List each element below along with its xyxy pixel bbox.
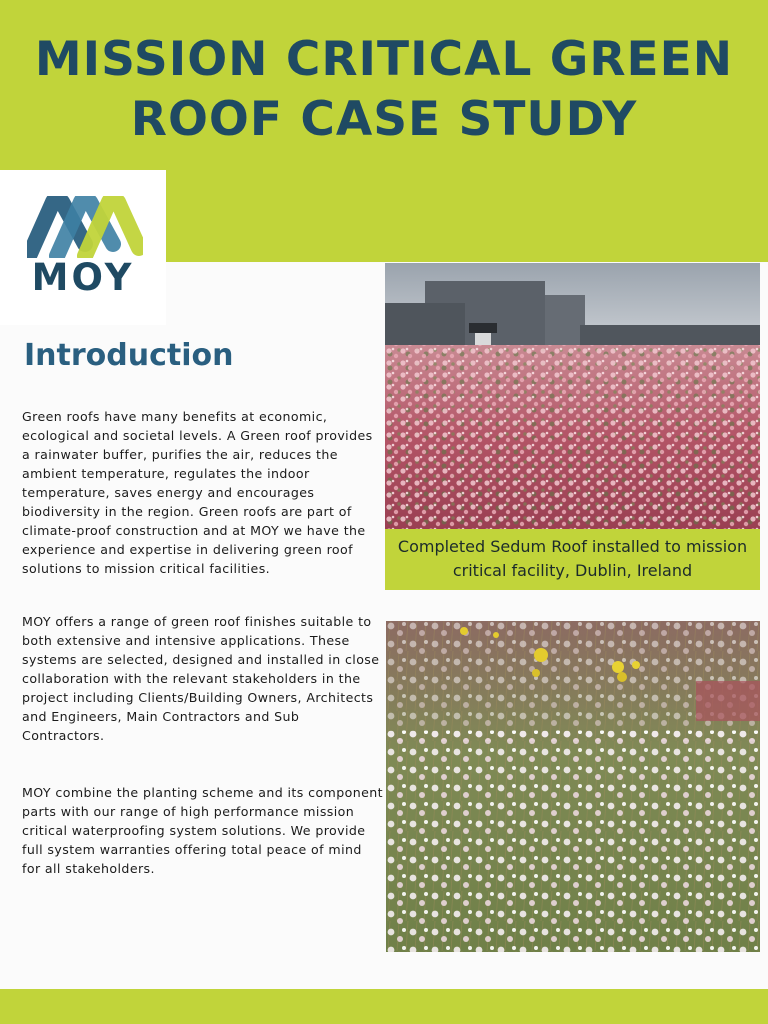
intro-paragraph-3: MOY combine the planting scheme and its component parts with our range of high performance mission critical waterproofing system solutions. We provide full system warranties offering total peace of mind for all stakeholders. bbox=[22, 785, 383, 876]
logo-wordmark: MOY bbox=[31, 256, 135, 299]
logo bbox=[0, 170, 166, 325]
sedum-roof-image bbox=[385, 263, 760, 529]
page-title bbox=[0, 30, 768, 150]
sedum-closeup-photo bbox=[386, 621, 760, 952]
intro-paragraph-2: MOY offers a range of green roof finishes suitable to both extensive and intensive applications. These systems are selected, designed and installed in close collaboration with the relevant stakeholders in the project including Clients/Building Owners, Architects and Engineers, Main Contractors and Sub Contractors. bbox=[22, 614, 380, 743]
moy-logo-mark-icon bbox=[27, 196, 143, 258]
title-line-1: MISSION CRITICAL GREEN bbox=[34, 32, 734, 87]
sedum-closeup-image bbox=[386, 621, 760, 952]
footer-band bbox=[0, 989, 768, 1024]
title-line-2: ROOF CASE STUDY bbox=[130, 92, 638, 147]
intro-paragraph-1: Green roofs have many benefits at economic, ecological and societal levels. A Green roof provides a rainwater buffer, purifies the air, reduces the ambient temperature, regulates the indoor temperature, saves energy and encourages biodiversity in the region. Green roofs are part of climate-proof construction and at MOY we have the experience and expertise in delivering green roof solutions to mission critical facilities. bbox=[22, 409, 373, 576]
sedum-roof-photo bbox=[385, 263, 760, 529]
photo-caption: Completed Sedum Roof installed to mission critical facility, Dublin, Ireland bbox=[385, 529, 760, 590]
section-heading: Introduction bbox=[24, 338, 234, 373]
